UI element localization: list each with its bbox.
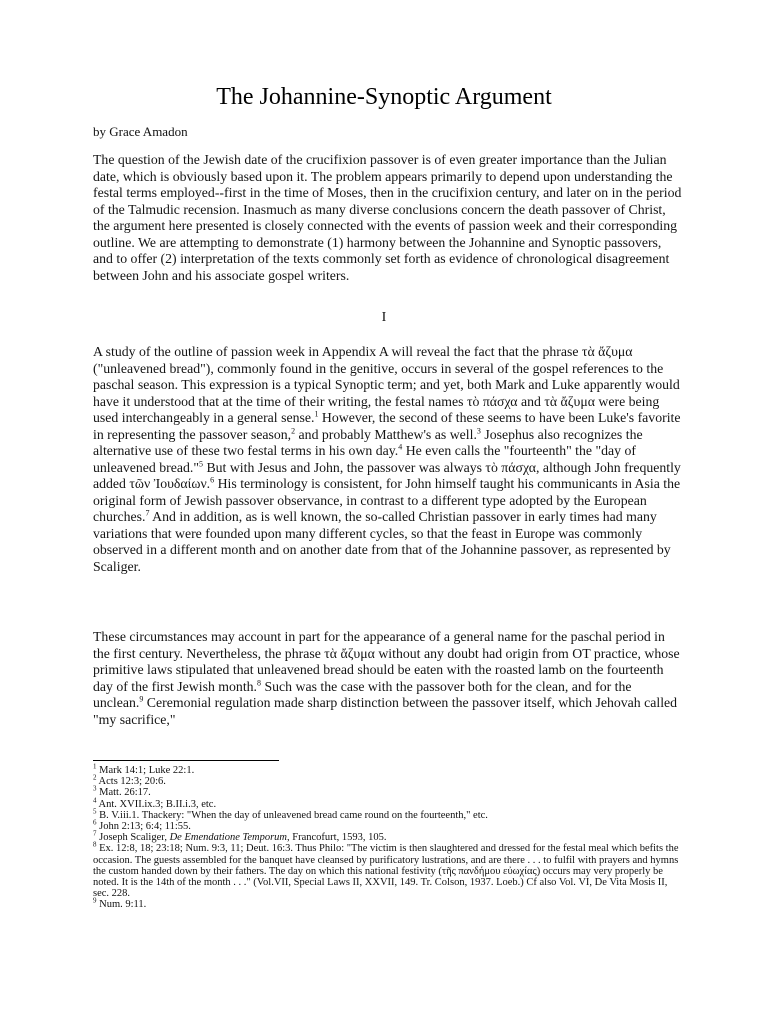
footnote-ref[interactable]: 6	[210, 475, 215, 485]
paragraph-intro: The question of the Jewish date of the crucifixion passover is of even greater importance than the Julian date, which is obviously based upon it. The problem appears primarily to depend upon understanding the festal terms employed--first in the time of Moses, then in the crucifixion century, and later on in the period of the Talmudic recension. Inasmuch as many diverse conclusions concern the death passover of Christ, the argument here presented is closely connected with the events of passion week and their corresponding outline. We are attempting to demonstrate (1) harmony between the Johannine and Synoptic passovers, and to offer (2) interpretation of the texts commonly set forth as evidence of chronological disagreement between John and his associate gospel writers.	[93, 152, 682, 283]
section-numeral: I	[381, 310, 387, 325]
footnote-number: 7	[93, 829, 97, 838]
paragraph-section-2	[93, 629, 683, 728]
footnotes-list	[93, 762, 683, 911]
footnote-number: 5	[93, 807, 97, 816]
paragraph-text: But with Jesus and John, the passover was always τὸ πάσχα, although John frequently added τῶν Ἰουδαίων.	[93, 459, 681, 491]
paragraph-section-1	[93, 344, 683, 575]
paragraph-text: These circumstances may account in part for the appearance of a general name for the paschal period in the first century. Nevertheless, the phrase τὰ ἄζυμα without any doubt had origin from OT practice, whose primitive laws stipulated that unleavened bread should be eaten with the roasted lamb on the fourteenth day of the first Jewish month.	[93, 629, 680, 694]
footnote-ref[interactable]: 2	[291, 425, 296, 435]
footnote-item	[93, 807, 683, 821]
footnote-ref[interactable]: 9	[139, 694, 144, 704]
footnote-ref[interactable]: 5	[199, 458, 203, 468]
footnote-ref[interactable]: 3	[476, 425, 481, 435]
footnote-item	[93, 818, 683, 833]
footnote-item	[93, 829, 683, 844]
footnote-text: John 2:13; 6:4; 11:55.	[96, 821, 191, 833]
footnote-item	[93, 840, 683, 900]
footnote-ref[interactable]: 4	[398, 442, 403, 452]
paragraph-text: Josephus also recognizes the alternative use of these two festal terms in his own day.	[93, 426, 643, 458]
footnote-text: B. V.iii.1. Thackery: "When the day of unleavened bread came round on the fourteenth," etc.	[96, 809, 488, 821]
footnote-text: Ex. 12:8, 18; 23:18; Num. 9:3, 11; Deut. 16:3. Thus Philo: "The victim is then slaughtered and dressed for the festal meal which befits the occasion. The guests assembled for the banquet have cleansed by purificatory lustrations, and are there . . . to fulfil with prayers and hymns the custom handed down by their fathers. The day on which this national festivity (τῆς πανδήμου εὐωχίας) occurs may very properly be noted. It is the 14th of the month . . ." (Vol.VII, Special Laws II, XXVII, 149. Tr. Colson, 1937. Loeb.) Cf also Vol. VI, De Vita Mosis II, sec. 228.	[93, 843, 679, 900]
paragraph-text: He even calls the "fourteenth" the "day of unleavened bread."	[93, 443, 636, 475]
footnote-divider	[93, 760, 279, 761]
paragraph-text: and probably Matthew's as well.	[295, 426, 477, 442]
footnote-ref[interactable]: 7	[145, 508, 150, 518]
footnote-item	[93, 784, 683, 799]
footnote-item	[93, 773, 683, 788]
footnote-item	[93, 796, 683, 810]
paragraph-text: His terminology is consistent, for John himself taught his communicants in Asia the original form of Jewish passover observance, in contrast to a different type adopted by the European churches.	[93, 476, 681, 524]
footnote-ref[interactable]: 8	[257, 677, 262, 687]
footnote-text: Mark 14:1; Luke 22:1.	[96, 765, 195, 776]
footnote-item	[93, 896, 683, 911]
footnote-number: 8	[93, 840, 97, 849]
paragraph-text: However, the second of these seems to have been Luke's favorite in representing the passover season,	[93, 410, 681, 442]
footnote-number: 4	[93, 796, 97, 805]
footnote-item	[93, 762, 683, 776]
footnote-text: Joseph Scaliger,	[96, 832, 170, 844]
page-title: The Johannine-Synoptic Argument	[216, 84, 552, 110]
footnote-book-title: De Emendatione Temporum	[169, 832, 288, 844]
footnote-number: 6	[93, 818, 97, 827]
paragraph-text: And in addition, as is well known, the so-called Christian passover in early times had many variations that were founded upon many different cycles, so that the feast in Europe was commonly observed in a different month and on another date from that of the Johannine passover, as represented by Scaliger.	[93, 509, 671, 574]
footnote-ref[interactable]: 1	[314, 409, 319, 419]
footnote-text: Matt. 26:17.	[96, 787, 151, 799]
footnote-number: 1	[93, 762, 97, 771]
paragraph-text: Such was the case with the passover both for the clean, and for the unclean.	[93, 678, 632, 710]
byline: by Grace Amadon	[93, 124, 188, 139]
footnote-number: 3	[93, 784, 97, 793]
footnote-text: Ant. XVII.ix.3; B.II.i.3, etc.	[96, 798, 217, 810]
footnote-text: , Francofurt, 1593, 105.	[287, 832, 387, 844]
footnote-text: Num. 9:11.	[96, 899, 147, 911]
footnote-text: Acts 12:3; 20:6.	[96, 776, 166, 788]
paragraph-text: Ceremonial regulation made sharp distinction between the passover itself, which Jehovah called "my sacrifice,"	[93, 695, 678, 727]
footnote-number: 9	[93, 896, 97, 905]
footnote-number: 2	[93, 773, 97, 782]
paragraph-text: A study of the outline of passion week in Appendix A will reveal the fact that the phrase τὰ ἄζυμα ("unleavened bread"), commonly found in the genitive, occurs in several of the gospel references to the paschal season. This expression is a typical Synoptic term; and yet, both Mark and Luke apparently would have it understood that at the time of their writing, the festal names τὸ πάσχα and τὰ ἄζυμα were being used interchangeably in a general sense.	[93, 344, 680, 425]
